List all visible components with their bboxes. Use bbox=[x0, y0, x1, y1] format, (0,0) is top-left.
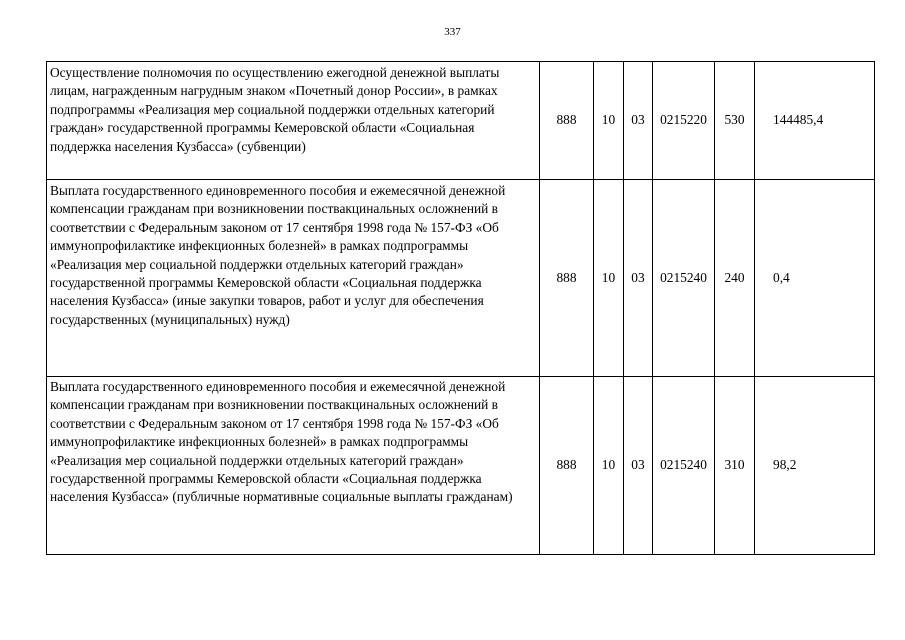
subsection-code: 03 bbox=[624, 180, 653, 377]
expense-type-code: 310 bbox=[715, 377, 755, 555]
ministry-code: 888 bbox=[540, 180, 594, 377]
row-description: Осуществление полномочия по осуществлению ежегодной денежной выплаты лицам, награжденным нагрудным знаком «Почетный донор России», в рамках подпрограммы «Реализация мер социальной поддержки отдельных категорий граждан» государственной программы Кемеровской области «Социальная поддержка населения Кузбасса» (субвенции) bbox=[47, 62, 540, 180]
subsection-code: 03 bbox=[624, 377, 653, 555]
section-code: 10 bbox=[594, 180, 624, 377]
ministry-code: 888 bbox=[540, 62, 594, 180]
section-code: 10 bbox=[594, 377, 624, 555]
subsection-code: 03 bbox=[624, 62, 653, 180]
row-description: Выплата государственного единовременного пособия и ежемесячной денежной компенсации гражданам при возникновении поствакцинальных осложнений в соответствии с Федеральным законом от 17 сентября 1998 года № 157-ФЗ «Об иммунопрофилактике инфекционных болезней» в рамках подпрограммы «Реализация мер социальной поддержки отдельных категорий граждан» государственной программы Кемеровской области «Социальная поддержка населения Кузбасса» (публичные нормативные социальные выплаты гражданам) bbox=[47, 377, 540, 555]
ministry-code: 888 bbox=[540, 377, 594, 555]
page-number: 337 bbox=[444, 26, 461, 38]
amount-value: 0,4 bbox=[755, 180, 875, 377]
section-code: 10 bbox=[594, 62, 624, 180]
table-row bbox=[47, 62, 875, 180]
target-article-code: 0215240 bbox=[653, 180, 715, 377]
budget-table bbox=[46, 61, 875, 555]
table-row bbox=[47, 377, 875, 555]
amount-value: 98,2 bbox=[755, 377, 875, 555]
amount-value: 144485,4 bbox=[755, 62, 875, 180]
expense-type-code: 530 bbox=[715, 62, 755, 180]
row-description: Выплата государственного единовременного пособия и ежемесячной денежной компенсации гражданам при возникновении поствакцинальных осложнений в соответствии с Федеральным законом от 17 сентября 1998 года № 157-ФЗ «Об иммунопрофилактике инфекционных болезней» в рамках подпрограммы «Реализация мер социальной поддержки отдельных категорий граждан» государственной программы Кемеровской области «Социальная поддержка населения Кузбасса» (иные закупки товаров, работ и услуг для обеспечения государственных (муниципальных) нужд) bbox=[47, 180, 540, 377]
target-article-code: 0215220 bbox=[653, 62, 715, 180]
target-article-code: 0215240 bbox=[653, 377, 715, 555]
table-row bbox=[47, 180, 875, 377]
expense-type-code: 240 bbox=[715, 180, 755, 377]
